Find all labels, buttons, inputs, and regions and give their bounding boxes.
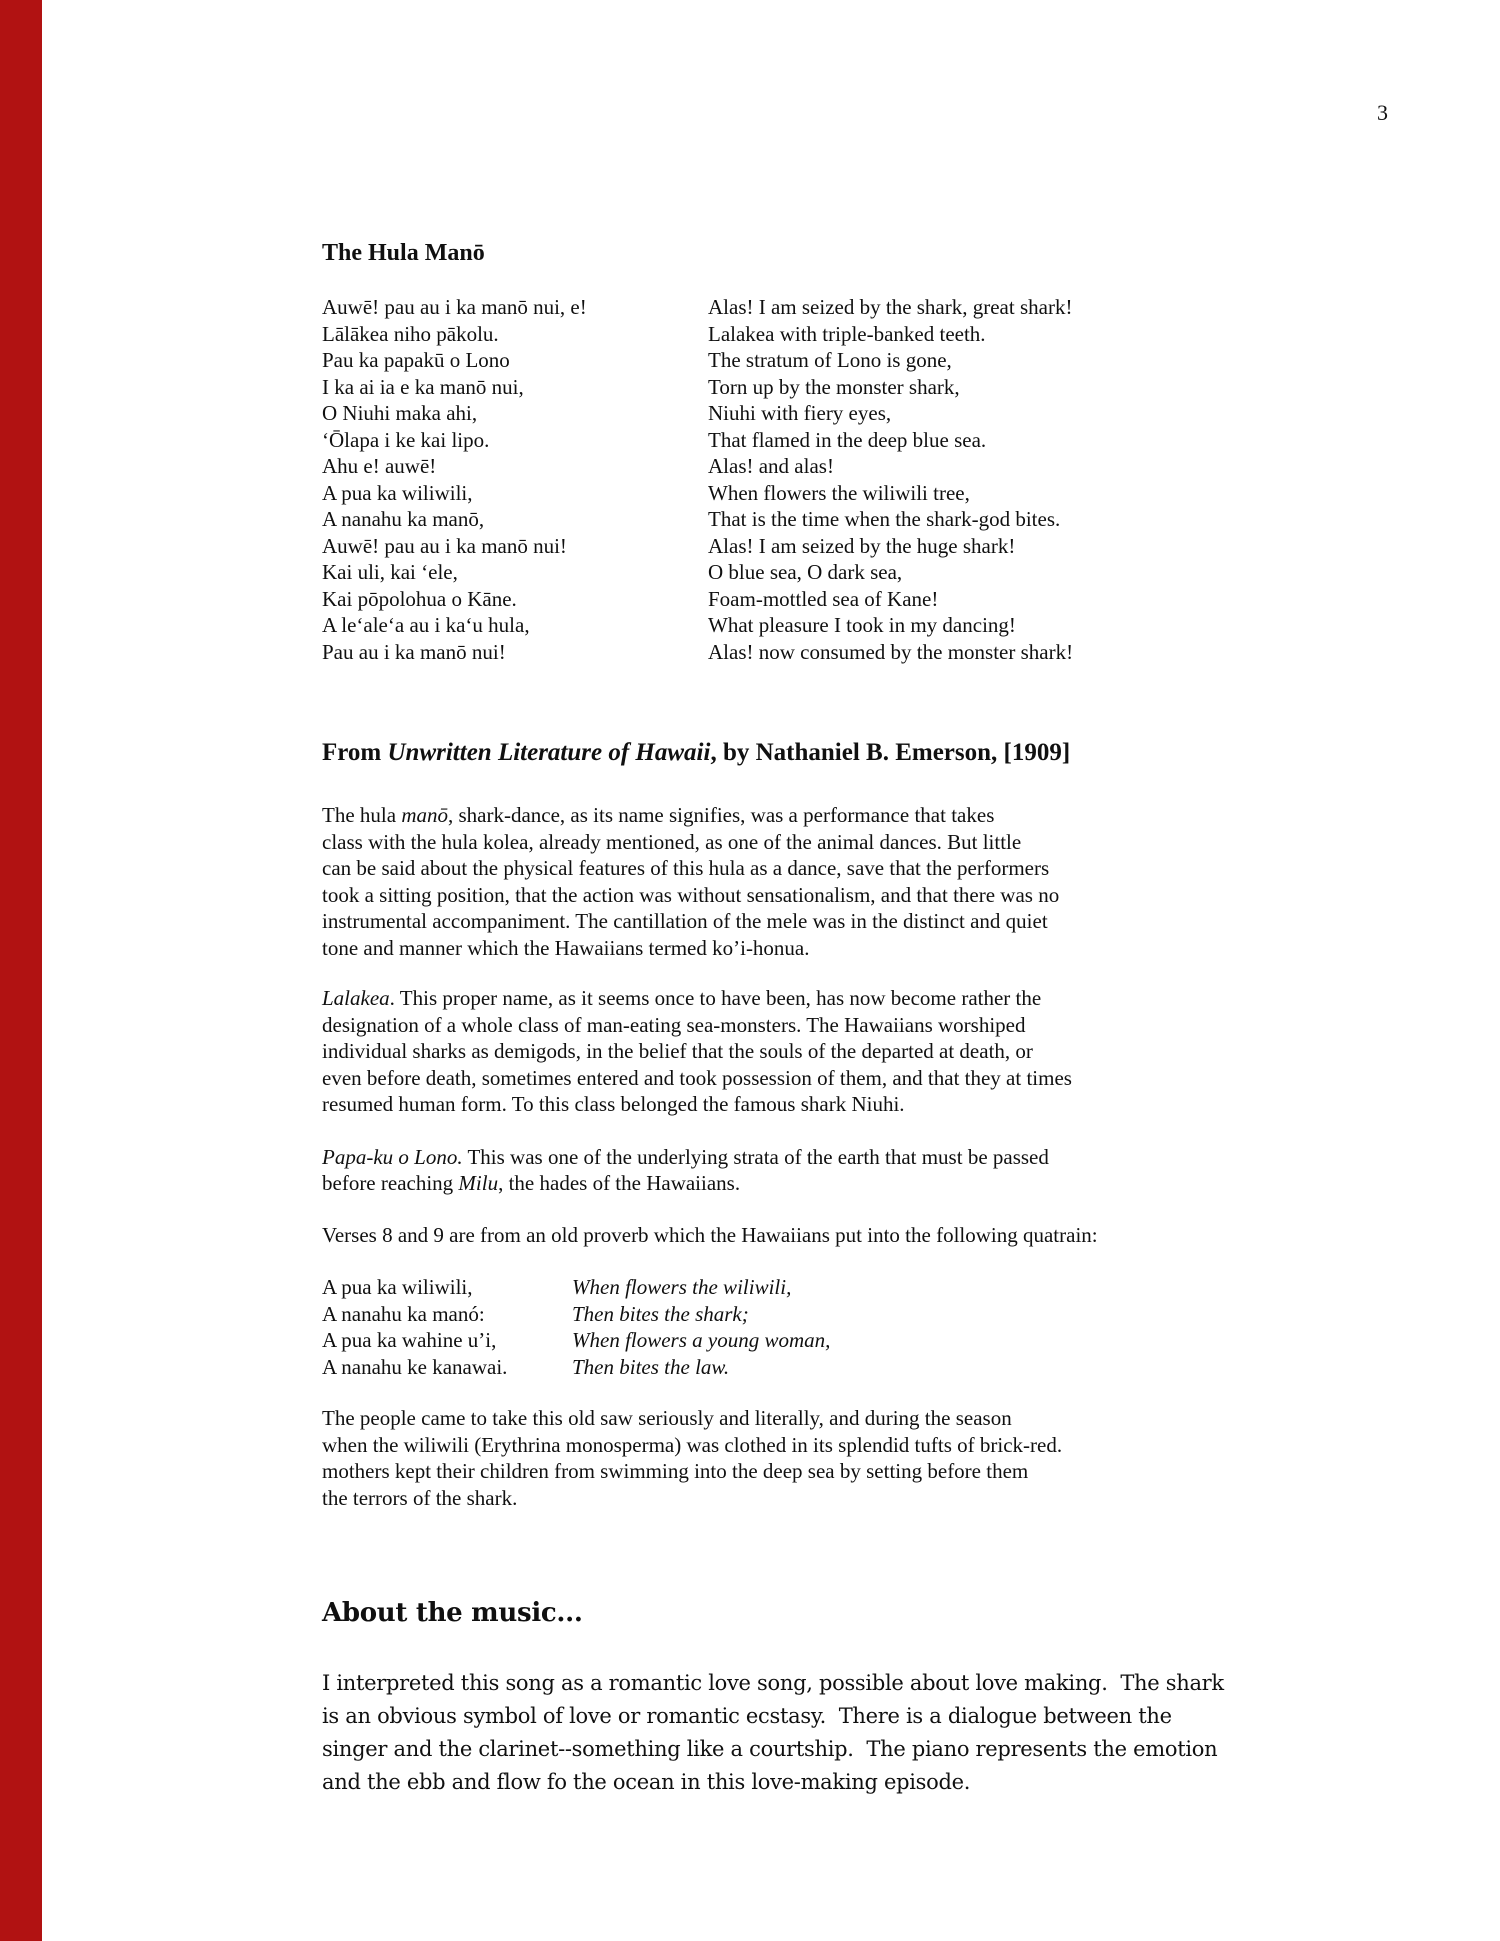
text-segment: Alas! I am seized by the shark, great shark! <box>708 295 1073 319</box>
paragraph-wiliwili-season <box>322 1405 1440 1511</box>
text-segment: Lālākea niho pākolu. <box>322 321 499 346</box>
about-the-music-paragraph <box>322 1667 1440 1799</box>
text-segment: and the ebb and flow fo the ocean in this love-making episode. <box>322 1770 971 1794</box>
text-segment: when the wiliwili (Erythrina monosperma) was clothed in its splendid tufts of brick-red. <box>322 1432 1063 1457</box>
text-segment: Kai pōpolohua o Kāne. <box>322 586 517 611</box>
text-segment: resumed human form. To this class belonged the famous shark Niuhi. <box>322 1092 905 1116</box>
text-segment: even before death, sometimes entered and took possession of them, and that they at times <box>322 1065 1072 1090</box>
text-line <box>322 1458 1440 1485</box>
text-line <box>708 427 1440 454</box>
text-segment: the terrors of the shark. <box>322 1485 518 1510</box>
text-segment: Verses 8 and 9 are from an old proverb which the Hawaiians put into the following quatrain: <box>322 1222 1098 1247</box>
text-segment: can be said about the physical features of this hula as a dance, save that the performers <box>322 856 1050 880</box>
text-segment: tone and manner which the Hawaiians termed ko’i-honua. <box>322 935 810 960</box>
text-line <box>322 882 1440 909</box>
text-segment: Pau ka papakū o Lono <box>322 348 510 372</box>
text-segment: , shark-dance, as its name signifies, was a performance that takes <box>447 803 995 827</box>
text-line <box>322 480 708 507</box>
text-segment: Lalakea with triple-banked teeth. <box>708 321 986 346</box>
text-segment: manō <box>401 803 448 827</box>
text-line <box>572 1274 1440 1301</box>
poem-title: The Hula Manō <box>322 240 485 266</box>
text-line <box>322 586 708 613</box>
text-segment: took a sitting position, that the action was without sensationalism, and that there was no <box>322 882 1060 907</box>
text-segment: Ahu e! auwē! <box>322 454 437 478</box>
text-line <box>322 829 1440 856</box>
text-segment: Auwē! pau au i ka manō nui! <box>322 533 567 558</box>
text-line <box>322 1405 1440 1432</box>
text-line <box>322 908 1440 935</box>
text-segment: A pua ka wiliwili, <box>322 480 473 505</box>
text-segment: That flamed in the deep blue sea. <box>708 427 987 452</box>
text-segment: A pua ka wahine u’i, <box>322 1328 497 1352</box>
text-line <box>322 1432 1440 1459</box>
text-segment: , the hades of the Hawaiians. <box>498 1171 741 1195</box>
text-segment: I interpreted this song as a romantic love song, possible about love making. The shark <box>322 1671 1224 1695</box>
text-segment: Milu <box>458 1171 499 1195</box>
text-segment: Papa-ku o Lono. <box>322 1144 463 1169</box>
text-line <box>322 1485 1440 1512</box>
text-line <box>322 1327 572 1354</box>
text-segment: A nanahu ka manó: <box>322 1301 485 1326</box>
text-line <box>322 533 708 560</box>
text-segment: . This proper name, as it seems once to have been, has now become rather the <box>389 986 1042 1010</box>
quatrain-hawaiian-column <box>322 1274 572 1380</box>
text-line <box>322 1065 1440 1092</box>
text-line <box>322 1170 1440 1197</box>
text-segment: Foam-mottled sea of Kane! <box>708 586 939 611</box>
text-line <box>322 1091 1440 1118</box>
text-line <box>322 985 1440 1012</box>
text-segment: designation of a whole class of man-eating sea-monsters. The Hawaiians worshiped <box>322 1012 1026 1037</box>
text-line <box>322 374 708 401</box>
text-line <box>322 1144 1440 1171</box>
text-line <box>708 321 1440 348</box>
text-line <box>708 400 1440 427</box>
text-line <box>708 294 1440 321</box>
text-line <box>322 1733 1440 1766</box>
text-line <box>322 639 708 666</box>
text-segment: Torn up by the monster shark, <box>708 374 960 399</box>
text-line <box>708 559 1440 586</box>
text-segment: When flowers the wiliwili tree, <box>708 480 970 505</box>
poem-section <box>322 294 1440 665</box>
text-segment: When flowers the wiliwili, <box>572 1275 792 1299</box>
paragraph-lalakea-note <box>322 985 1440 1118</box>
text-segment: Alas! I am seized by the huge shark! <box>708 533 1016 558</box>
paragraph-papa-ku-note <box>322 1144 1440 1197</box>
text-line <box>322 1038 1440 1065</box>
text-segment: Lalakea <box>322 986 390 1010</box>
text-line <box>322 400 708 427</box>
text-line <box>708 374 1440 401</box>
text-segment: O blue sea, O dark sea, <box>708 560 903 584</box>
text-segment: Unwritten Literature of Hawaii <box>387 739 711 766</box>
text-line <box>322 1301 572 1328</box>
text-segment: O Niuhi maka ahi, <box>322 401 478 425</box>
poem-translation-column <box>708 294 1440 665</box>
text-line <box>572 1354 1440 1381</box>
page-edge-red-band <box>0 0 42 1941</box>
text-segment: From <box>322 739 388 766</box>
text-line <box>322 737 1440 768</box>
text-segment: mothers kept their children from swimming into the deep sea by setting before them <box>322 1459 1029 1483</box>
text-line <box>708 533 1440 560</box>
text-segment: What pleasure I took in my dancing! <box>708 613 1016 637</box>
paragraph-hula-mano-description <box>322 802 1440 961</box>
text-line <box>708 612 1440 639</box>
text-line <box>572 1327 1440 1354</box>
text-segment: Alas! and alas! <box>708 454 834 478</box>
text-segment: Then bites the law. <box>572 1354 730 1379</box>
text-segment: Alas! now consumed by the monster shark! <box>708 639 1074 664</box>
text-segment: A pua ka wiliwili, <box>322 1275 473 1299</box>
text-line <box>322 1274 572 1301</box>
text-segment: Kai uli, kai ʻele, <box>322 560 458 584</box>
text-line <box>708 453 1440 480</box>
text-segment: The stratum of Lono is gone, <box>708 348 952 372</box>
text-segment: A nanahu ka manō, <box>322 507 485 531</box>
text-line <box>322 1700 1440 1733</box>
text-segment: before reaching <box>322 1171 459 1195</box>
text-line <box>322 427 708 454</box>
text-line <box>322 935 1440 962</box>
quatrain-section <box>322 1274 1440 1380</box>
text-line <box>322 802 1440 829</box>
text-segment: The people came to take this old saw seriously and literally, and during the season <box>322 1406 1012 1430</box>
about-the-music-heading: About the music... <box>322 1598 583 1628</box>
text-line <box>322 1222 1440 1249</box>
text-segment: singer and the clarinet--something like a courtship. The piano represents the emotion <box>322 1737 1218 1761</box>
text-segment: ʻŌlapa i ke kai lipo. <box>322 427 490 452</box>
text-segment: individual sharks as demigods, in the belief that the souls of the departed at death, or <box>322 1039 1033 1063</box>
text-segment: A nanahu ke kanawai. <box>322 1354 508 1379</box>
text-segment: Pau au i ka manō nui! <box>322 639 506 664</box>
text-segment: , by Nathaniel B. Emerson, [1909] <box>710 739 1071 766</box>
text-line <box>322 1012 1440 1039</box>
text-segment: Auwē! pau au i ka manō nui, e! <box>322 295 587 319</box>
text-segment: When flowers a young woman, <box>572 1328 831 1352</box>
text-line <box>708 639 1440 666</box>
text-segment: is an obvious symbol of love or romantic ecstasy. There is a dialogue between the <box>322 1704 1172 1728</box>
text-line <box>572 1301 1440 1328</box>
text-segment: The hula <box>322 803 402 827</box>
text-segment: This was one of the underlying strata of the earth that must be passed <box>462 1144 1049 1169</box>
text-segment: Then bites the shark; <box>572 1301 749 1326</box>
poem-hawaiian-column <box>322 294 708 665</box>
emerson-source-heading <box>322 737 1440 768</box>
text-line <box>708 586 1440 613</box>
text-line <box>322 506 708 533</box>
page-number: 3 <box>1377 100 1388 125</box>
text-line <box>322 347 708 374</box>
text-line <box>322 612 708 639</box>
text-segment: Niuhi with fiery eyes, <box>708 401 892 425</box>
text-line <box>708 347 1440 374</box>
text-line <box>708 480 1440 507</box>
text-line <box>708 506 1440 533</box>
text-segment: instrumental accompaniment. The cantillation of the mele was in the distinct and quiet <box>322 909 1048 933</box>
text-line <box>322 1766 1440 1799</box>
text-line <box>322 321 708 348</box>
text-line <box>322 453 708 480</box>
text-segment: class with the hula kolea, already mentioned, as one of the animal dances. But little <box>322 829 1022 854</box>
text-line <box>322 559 708 586</box>
text-line <box>322 855 1440 882</box>
text-line <box>322 294 708 321</box>
text-line <box>322 1667 1440 1700</box>
paragraph-verses-intro <box>322 1222 1440 1249</box>
text-segment: That is the time when the shark-god bites. <box>708 507 1061 531</box>
text-segment: I ka ai ia e ka manō nui, <box>322 374 524 399</box>
text-segment: A leʻaleʻa au i kaʻu hula, <box>322 613 530 637</box>
text-line <box>322 1354 572 1381</box>
quatrain-translation-column <box>572 1274 1440 1380</box>
